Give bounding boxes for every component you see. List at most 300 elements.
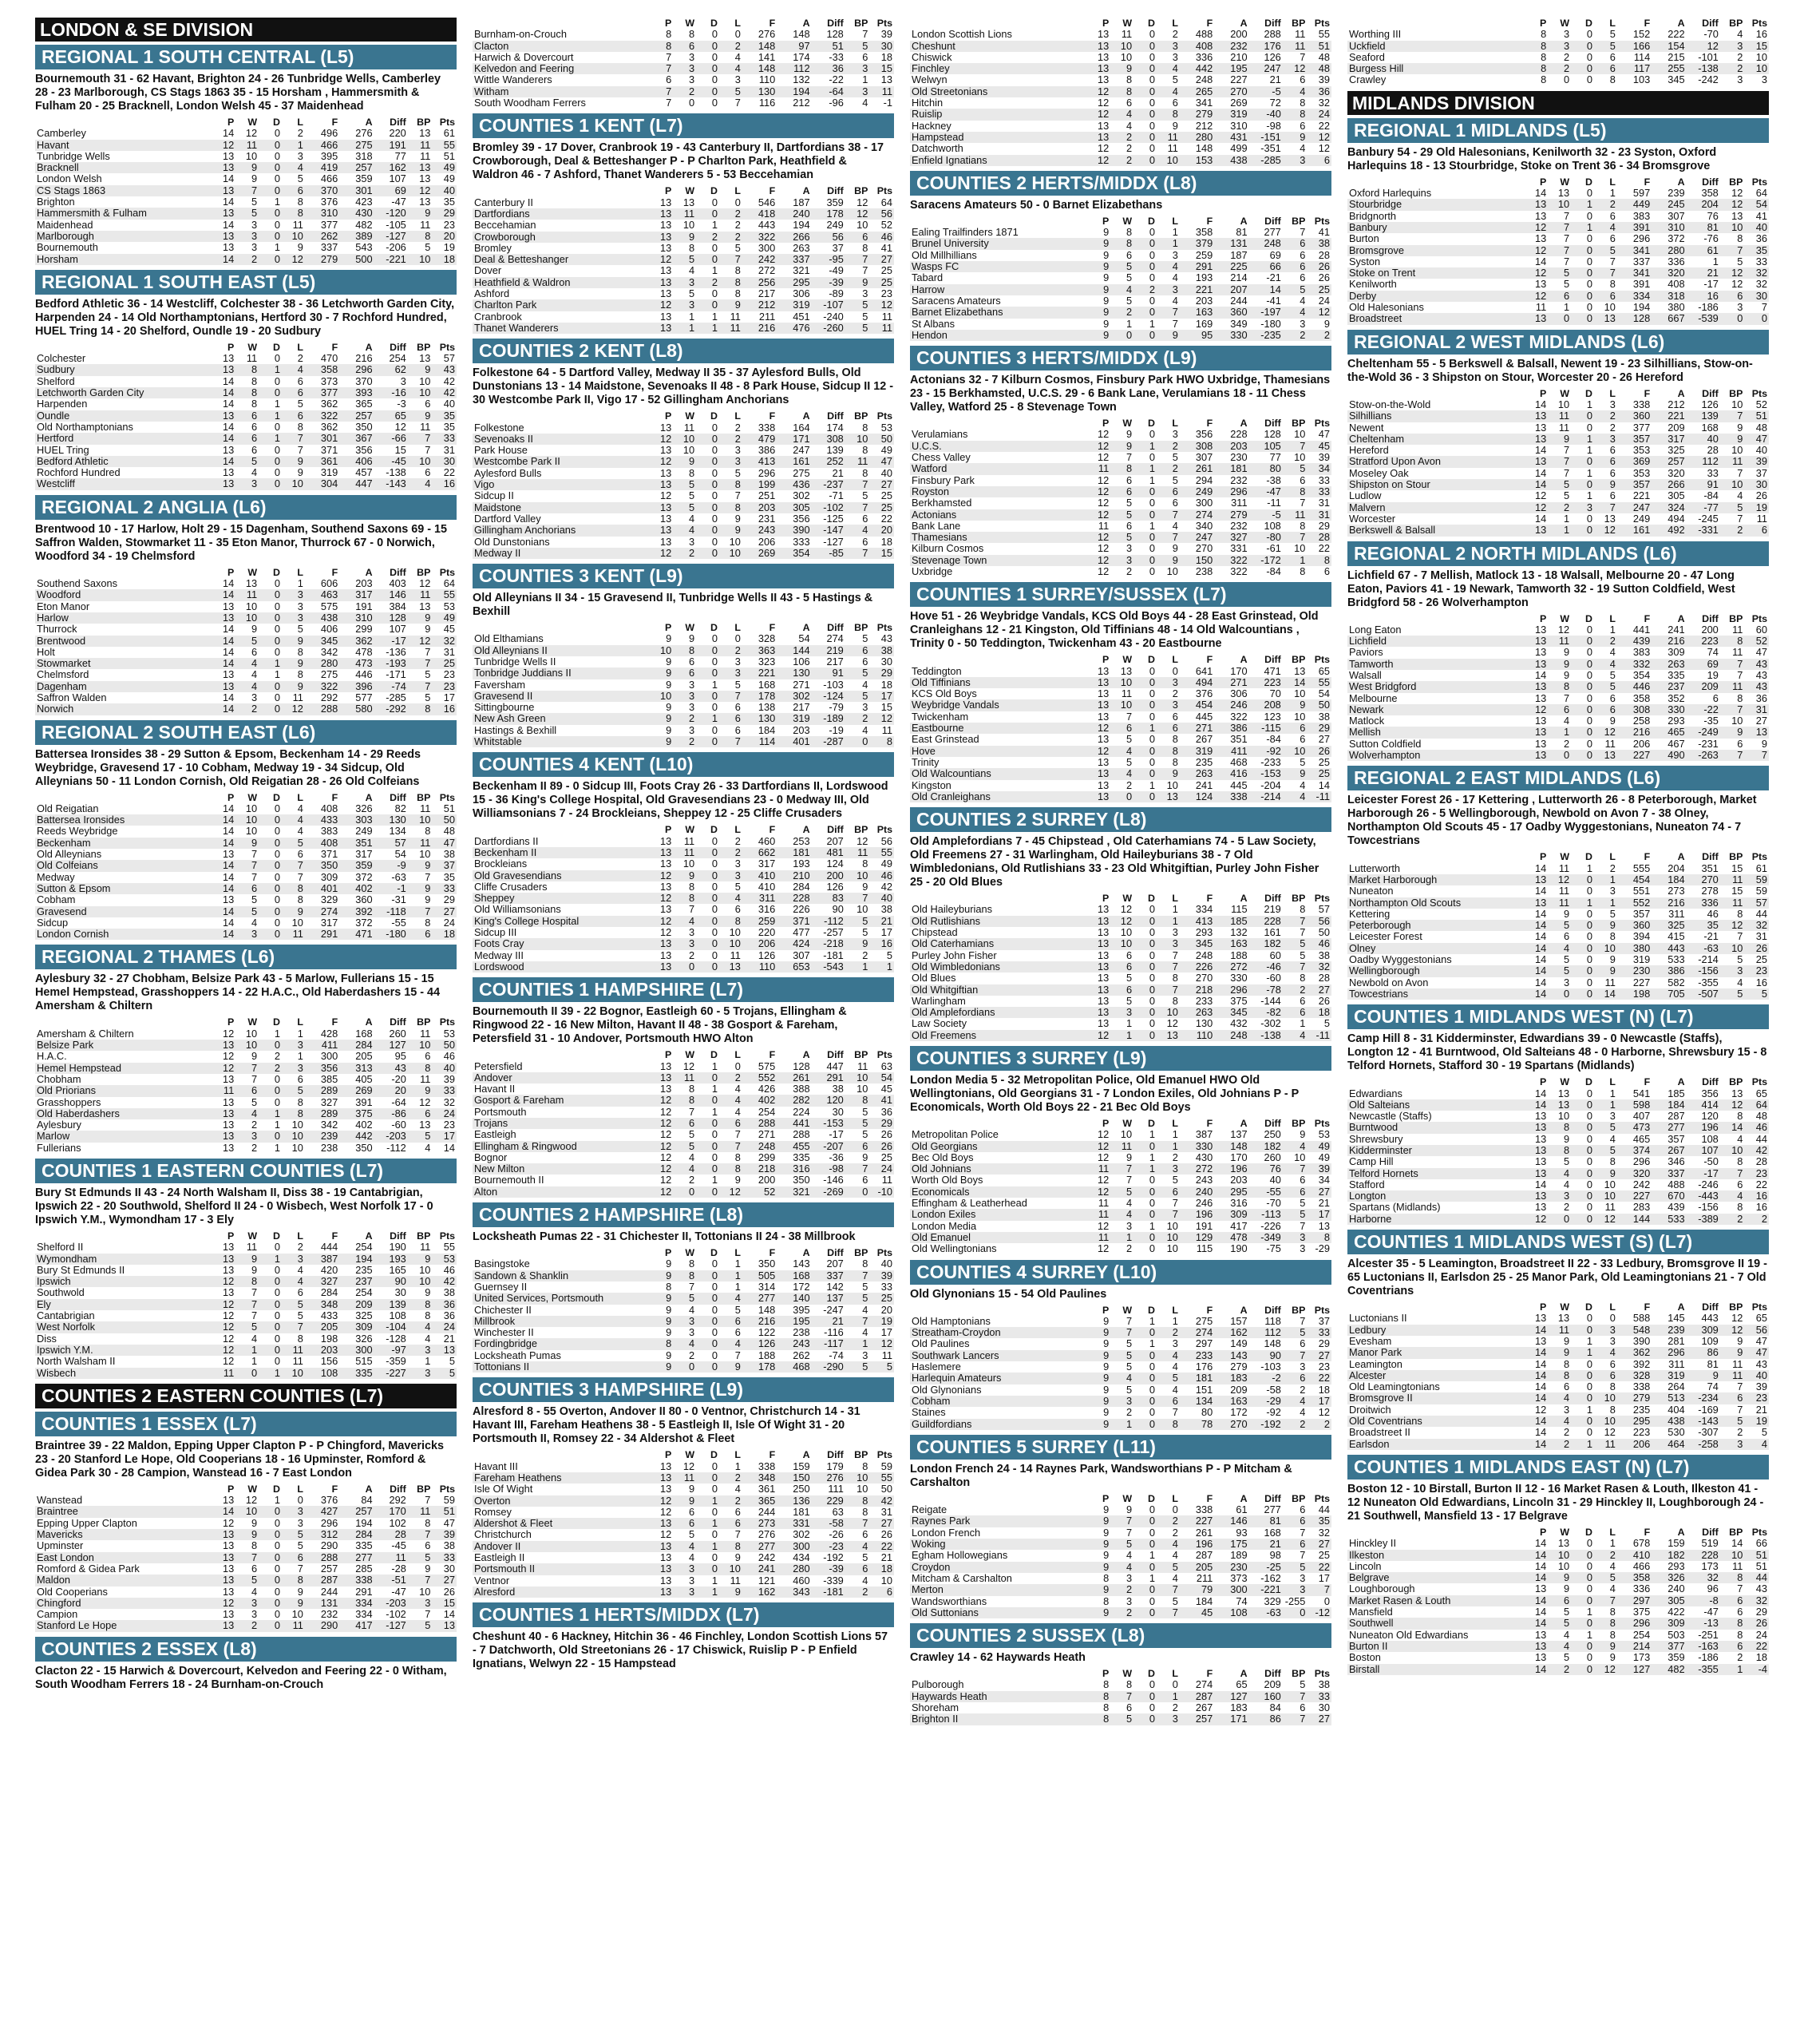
column-header: L <box>1172 215 1178 227</box>
stat-cell: 1 <box>1149 463 1155 475</box>
stat-cell: 13 <box>659 1552 672 1564</box>
table-row <box>910 307 1331 318</box>
stat-cell: 140 <box>793 1293 810 1305</box>
stat-cell: 9 <box>297 658 303 670</box>
stat-cell: -19 <box>829 724 844 736</box>
stat-cell: 1 <box>1126 1029 1133 1041</box>
stat-cell: 3 <box>1172 40 1178 52</box>
stat-cell: 4 <box>688 1540 695 1552</box>
stat-cell: 13 <box>222 1540 235 1552</box>
stat-cell: 0 <box>1609 1313 1616 1325</box>
column-header: L <box>734 18 741 29</box>
stat-cell: 4 <box>688 1163 695 1175</box>
table-row <box>1347 1134 1769 1145</box>
stat-cell: 8 <box>862 467 868 479</box>
stat-cell: 0 <box>251 1367 258 1379</box>
stat-cell: 288 <box>320 1551 338 1563</box>
stat-cell: 0 <box>711 881 718 893</box>
column-header: F <box>1206 215 1213 227</box>
stat-cell: 9 <box>425 882 431 894</box>
team-name: Fullerians <box>37 1142 81 1154</box>
column-header: L <box>1609 1076 1616 1088</box>
stat-cell: 61 <box>1755 862 1767 874</box>
table-row <box>1347 1561 1769 1572</box>
league-table <box>1347 388 1769 537</box>
table-row <box>35 467 457 478</box>
stat-cell: 11 <box>420 802 431 814</box>
stat-cell: 217 <box>793 702 810 714</box>
table-row <box>910 746 1331 757</box>
stat-cell: 32 <box>1318 1527 1330 1539</box>
stat-cell: 284 <box>793 881 810 893</box>
column-header: Pts <box>1751 387 1767 399</box>
results-text: Saracens Amateurs 50 - 0 Barnet Elizabethans <box>910 198 1163 212</box>
stat-cell: 24 <box>1318 295 1330 307</box>
stat-cell: 247 <box>793 445 810 457</box>
stat-cell: 5 <box>862 1293 868 1305</box>
stat-cell: 0 <box>711 536 718 548</box>
stat-cell: 32 <box>1755 279 1767 291</box>
stat-cell: 9 <box>688 633 695 645</box>
stat-cell: 0 <box>1149 554 1155 566</box>
stat-cell: 8 <box>1323 1231 1330 1243</box>
stat-cell: 23 <box>443 680 455 692</box>
stat-cell: 47 <box>1755 433 1767 445</box>
stat-cell: 9 <box>1737 1335 1743 1347</box>
stat-cell: 134 <box>389 826 406 838</box>
table-row <box>910 543 1331 554</box>
stat-cell: 6 <box>1126 249 1133 261</box>
stat-cell: 248 <box>1230 1029 1248 1041</box>
team-name: Wittle Wanderers <box>474 74 552 86</box>
stat-cell: 367 <box>355 433 373 445</box>
stat-cell: 0 <box>274 139 280 151</box>
table-row <box>473 691 894 702</box>
stat-cell: 305 <box>1668 1594 1685 1606</box>
stat-cell: 12 <box>682 1060 695 1072</box>
stat-cell: -33 <box>829 51 844 63</box>
stat-cell: -20 <box>391 1073 406 1085</box>
stat-cell: 4 <box>1609 1133 1616 1145</box>
stat-cell: 0 <box>1586 1381 1592 1393</box>
stat-cell: 383 <box>320 826 338 838</box>
stat-cell: 7 <box>1300 927 1306 939</box>
stat-cell: 4 <box>1126 1198 1133 1210</box>
stat-cell: 5 <box>297 398 303 410</box>
stat-cell: 3 <box>1609 1335 1616 1347</box>
stat-cell: 64 <box>1755 1099 1767 1111</box>
table-header-row <box>1347 1301 1769 1313</box>
column-header: W <box>247 341 258 353</box>
stat-cell: 10 <box>1604 1178 1616 1190</box>
stat-cell: 13 <box>659 1460 672 1472</box>
stat-cell: 193 <box>1195 272 1213 284</box>
stat-cell: 9 <box>1103 1606 1110 1618</box>
stat-cell: 210 <box>793 869 810 881</box>
table-row <box>35 376 457 387</box>
column-header: Diff <box>1702 1076 1719 1088</box>
stat-cell: 207 <box>826 1258 844 1270</box>
stat-cell: 9 <box>1103 249 1110 261</box>
table-row <box>1347 422 1769 434</box>
stat-cell: 10 <box>1120 676 1133 688</box>
stat-cell: 12 <box>222 1333 235 1345</box>
stat-cell: 0 <box>1149 1007 1155 1019</box>
stat-cell: 203 <box>758 501 776 513</box>
stat-cell: 139 <box>1701 410 1719 422</box>
team-name: Ludlow <box>1349 490 1382 502</box>
column-header: Pts <box>439 1230 455 1242</box>
stat-cell: 7 <box>1737 703 1743 715</box>
team-name: Streatham-Croydon <box>912 1327 1001 1339</box>
column-header: F <box>1644 1526 1651 1538</box>
table-header-row <box>473 185 894 196</box>
stat-cell: 0 <box>711 656 718 667</box>
stat-cell: 13 <box>419 162 431 174</box>
column-header: L <box>1609 387 1616 399</box>
team-name: Old Elthamians <box>474 633 544 645</box>
stat-cell: 13 <box>1097 927 1110 939</box>
stat-cell: 336 <box>1195 51 1213 63</box>
stat-cell: 9 <box>688 869 695 881</box>
team-name: Ellingham & Ringwood <box>474 1140 577 1152</box>
table-row <box>910 319 1331 330</box>
results-text: Beckenham II 89 - 0 Sidcup III, Foots Cray 26 - 33 Dartfordians II, Lordswood 15 - 36 King's College Hospital, Old Gravesendians 23 - 0 Medway III, Old Williamsonians 7 - 24 Brockleians, Sheppey 12 - 25 Cliffe Crusaders <box>473 780 888 821</box>
stat-cell: 6 <box>734 1315 741 1327</box>
stat-cell: 7 <box>1172 1209 1178 1221</box>
stat-cell: 3 <box>734 869 741 881</box>
stat-cell: 705 <box>1668 988 1685 1000</box>
stat-cell: 38 <box>832 1083 844 1095</box>
stat-cell: 47 <box>443 1517 455 1529</box>
stat-cell: 14 <box>1534 988 1547 1000</box>
stat-cell: 10 <box>857 869 868 881</box>
team-name: Bournemouth II <box>474 1175 544 1186</box>
stat-cell: 408 <box>1668 279 1685 291</box>
stat-cell: 16 <box>443 478 455 490</box>
stat-cell: 48 <box>1318 63 1330 75</box>
column-header: D <box>273 1483 280 1495</box>
stat-cell: 3 <box>1563 1404 1570 1416</box>
stat-cell: 5 <box>688 1129 695 1141</box>
column-header: D <box>710 1247 718 1259</box>
stat-cell: 28 <box>1318 249 1330 261</box>
stat-cell: 296 <box>1230 984 1248 996</box>
stat-cell: 7 <box>1563 456 1570 468</box>
stat-cell: 513 <box>1668 1392 1685 1404</box>
stat-cell: 6 <box>862 1175 868 1186</box>
stat-cell: 232 <box>1230 474 1248 486</box>
table-row <box>1347 490 1769 501</box>
stat-cell: 10 <box>245 1506 258 1518</box>
stat-cell: 8 <box>688 644 695 656</box>
stat-cell: 330 <box>1230 329 1248 341</box>
stat-cell: 13 <box>222 1119 235 1131</box>
stat-cell: 12 <box>1534 1213 1547 1225</box>
stat-cell: 13 <box>1097 756 1110 768</box>
column-header: A <box>1677 1076 1685 1088</box>
stat-cell: 148 <box>758 40 776 52</box>
stat-cell: 402 <box>355 882 373 894</box>
stat-cell: 358 <box>1195 227 1213 239</box>
stat-cell: 168 <box>1264 1527 1281 1539</box>
table-row <box>473 870 894 881</box>
stat-cell: 46 <box>880 231 892 243</box>
stat-cell: 1 <box>711 1083 718 1095</box>
table-row <box>1347 624 1769 636</box>
stat-cell: 2 <box>734 846 741 858</box>
stat-cell: 178 <box>758 690 776 702</box>
column-header: L <box>1609 1301 1616 1313</box>
column-header: F <box>769 410 776 422</box>
team-name: Dartford Valley <box>474 513 541 525</box>
stat-cell: -162 <box>1260 1572 1281 1584</box>
stat-cell: 6 <box>1300 1539 1306 1551</box>
stat-cell: 279 <box>1230 1361 1248 1373</box>
stat-cell: 2 <box>1737 1652 1743 1664</box>
stat-cell: 57 <box>1318 904 1330 916</box>
column-header: A <box>802 622 810 634</box>
stat-cell: -1 <box>883 97 892 109</box>
stat-cell: 441 <box>1632 624 1651 636</box>
stat-cell: 0 <box>274 894 280 906</box>
stat-cell: 2 <box>274 1051 280 1063</box>
team-name: Metropolitan Police <box>912 1129 999 1141</box>
team-name: New Milton <box>474 1163 525 1175</box>
stat-cell: 11 <box>881 1349 892 1361</box>
stat-cell: 26 <box>1318 272 1330 284</box>
league-table <box>1347 1076 1769 1225</box>
stat-cell: 10 <box>729 1563 741 1575</box>
team-name: West Bridgford <box>1349 681 1417 693</box>
team-name: Finchley <box>912 63 950 75</box>
stat-cell: 13 <box>1557 1313 1570 1325</box>
stat-cell: 9 <box>251 1264 258 1276</box>
stat-cell: 2 <box>1563 1438 1570 1450</box>
table-row <box>1347 920 1769 931</box>
team-name: Aylesbury <box>37 1119 81 1131</box>
stat-cell: 350 <box>355 1142 373 1154</box>
stat-cell: 0 <box>711 1129 718 1141</box>
stat-cell: 10 <box>291 1142 303 1154</box>
stat-cell: 598 <box>1632 1099 1651 1111</box>
stat-cell: 267 <box>1195 1701 1213 1713</box>
stat-cell: 395 <box>793 1304 810 1316</box>
stat-cell: 163 <box>1195 307 1213 319</box>
stat-cell: 0 <box>1149 497 1155 509</box>
stat-cell: 575 <box>320 600 338 612</box>
stat-cell: 5 <box>1609 1572 1616 1584</box>
stat-cell: -143 <box>1698 1416 1719 1428</box>
stat-cell: 9 <box>666 1293 672 1305</box>
stat-cell: 6 <box>1609 210 1616 222</box>
stat-cell: 93 <box>1236 1527 1248 1539</box>
stat-cell: -246 <box>1698 1178 1719 1190</box>
stat-cell: 9 <box>1103 1418 1110 1430</box>
stat-cell: 10 <box>1294 543 1306 555</box>
stat-cell: 4 <box>1172 295 1178 307</box>
team-name: Eastbourne <box>912 723 964 735</box>
table-row <box>910 996 1331 1007</box>
table-row <box>473 645 894 656</box>
stat-cell: 3 <box>251 242 258 254</box>
column-header: L <box>1609 851 1616 863</box>
stat-cell: 2 <box>1126 1407 1133 1419</box>
team-name: Hereford <box>1349 445 1389 457</box>
stat-cell: 6 <box>425 1540 431 1552</box>
stat-cell: 6 <box>297 410 303 422</box>
league-title: REGIONAL 2 WEST MIDLANDS (L6) <box>1347 330 1769 355</box>
stat-cell: 14 <box>1604 988 1616 1000</box>
stat-cell: 10 <box>419 814 431 826</box>
stat-cell: 130 <box>793 667 810 679</box>
stat-cell: 7 <box>425 658 431 670</box>
table-row <box>473 1327 894 1338</box>
stat-cell: 370 <box>320 184 338 196</box>
table-row <box>473 1072 894 1083</box>
team-name: Raynes Park <box>912 1515 971 1527</box>
table-row <box>910 86 1331 97</box>
stat-cell: 457 <box>355 467 373 479</box>
stat-cell: 8 <box>1609 1606 1616 1618</box>
stat-cell: 0 <box>1586 1652 1592 1664</box>
stat-cell: 194 <box>793 85 810 97</box>
stat-cell: 492 <box>1668 525 1685 537</box>
stat-cell: 257 <box>320 1563 338 1575</box>
stat-cell: 8 <box>1300 485 1306 497</box>
stat-cell: 14 <box>1534 1438 1547 1450</box>
stat-cell: 0 <box>1586 1560 1592 1572</box>
stat-cell: -171 <box>386 669 406 681</box>
table-row <box>1347 1427 1769 1438</box>
stat-cell: 13 <box>1097 711 1110 723</box>
column-header: A <box>365 566 373 578</box>
stat-cell: 44 <box>1755 1133 1767 1145</box>
stat-cell: 11 <box>246 139 258 151</box>
table-row <box>910 927 1331 938</box>
stat-cell: 13 <box>1534 1111 1547 1123</box>
column-header: P <box>664 185 672 197</box>
column-header: W <box>1560 1526 1570 1538</box>
table-row <box>910 29 1331 40</box>
stat-cell: 7 <box>1300 440 1306 452</box>
stat-cell: -11 <box>1315 790 1330 802</box>
table-row <box>35 364 457 375</box>
stat-cell: 12 <box>291 703 303 715</box>
stat-cell: 16 <box>1755 29 1767 41</box>
stat-cell: 9 <box>1609 965 1616 977</box>
stat-cell: 12 <box>245 1495 258 1507</box>
stat-cell: 13 <box>659 525 672 537</box>
stat-cell: 6 <box>862 1140 868 1152</box>
stat-cell: 6 <box>862 536 868 548</box>
stat-cell: 334 <box>1632 290 1651 302</box>
stat-cell: 127 <box>389 1040 406 1052</box>
table-row <box>910 1221 1331 1232</box>
stat-cell: -70 <box>1266 1198 1281 1210</box>
stat-cell: 232 <box>320 1609 338 1621</box>
stat-cell: 3 <box>1563 1190 1570 1202</box>
stat-cell: 25 <box>1318 283 1330 295</box>
stat-cell: 12 <box>659 1140 672 1152</box>
stat-cell: 0 <box>1149 307 1155 319</box>
stat-cell: 316 <box>793 1163 810 1175</box>
stat-cell: 10 <box>1294 452 1306 464</box>
stat-cell: -47 <box>391 196 406 208</box>
stat-cell: 123 <box>1264 711 1281 723</box>
stat-cell: 0 <box>274 802 280 814</box>
stat-cell: 3 <box>688 63 695 75</box>
stat-cell: 10 <box>1166 1231 1178 1243</box>
team-name: Old Suttonians <box>912 1606 979 1618</box>
stat-cell: 81 <box>1707 221 1719 233</box>
stat-cell: 5 <box>297 173 303 185</box>
table-row <box>473 277 894 288</box>
table-row <box>35 1254 457 1265</box>
stat-cell: 91 <box>832 667 844 679</box>
stat-cell: 5 <box>688 479 695 491</box>
stat-cell: 12 <box>659 1163 672 1175</box>
table-row <box>1347 41 1769 52</box>
stat-cell: 11 <box>1558 422 1570 434</box>
stat-cell: 9 <box>425 1253 431 1265</box>
column-header: F <box>1644 851 1651 863</box>
stat-cell: 291 <box>826 1072 844 1083</box>
column-header: Diff <box>390 1016 406 1028</box>
stat-cell: 12 <box>659 1095 672 1107</box>
table-row <box>35 1108 457 1119</box>
table-header-row <box>910 418 1331 429</box>
stat-cell: 449 <box>1632 199 1651 211</box>
stat-cell: 0 <box>1149 995 1155 1007</box>
stat-cell: -351 <box>1260 143 1281 155</box>
table-row <box>910 711 1331 723</box>
column-header: A <box>802 185 810 197</box>
stat-cell: 25 <box>880 1293 892 1305</box>
team-name: Chichester II <box>474 1304 532 1316</box>
stat-cell: 10 <box>1755 63 1767 75</box>
stat-cell: 30 <box>880 40 892 52</box>
stat-cell: 9 <box>1126 1151 1133 1163</box>
table-row <box>910 984 1331 996</box>
stat-cell: 44 <box>1755 908 1767 920</box>
team-name: Hammersmith & Fulham <box>37 208 147 220</box>
stat-cell: 15 <box>880 63 892 75</box>
table-row <box>910 1175 1331 1186</box>
stat-cell: 262 <box>793 1349 810 1361</box>
stat-cell: 8 <box>688 881 695 893</box>
stat-cell: 478 <box>1230 1231 1248 1243</box>
stat-cell: 460 <box>758 835 776 847</box>
stat-cell: 3 <box>862 1349 868 1361</box>
stat-cell: 13 <box>419 600 431 612</box>
stat-cell: 5 <box>297 624 303 636</box>
team-name: Tonbridge Juddians II <box>474 667 572 679</box>
stat-cell: 3 <box>297 1040 303 1052</box>
stat-cell: 6 <box>1300 1175 1306 1186</box>
stat-cell: 6 <box>1126 474 1133 486</box>
stat-cell: -41 <box>1266 295 1281 307</box>
stat-cell: 76 <box>1707 210 1719 222</box>
table-row <box>35 1598 457 1609</box>
stat-cell: 7 <box>1737 1381 1743 1393</box>
stat-cell: 384 <box>389 600 406 612</box>
stat-cell: -63 <box>1703 942 1719 954</box>
team-name: Effingham & Leatherhead <box>912 1198 1027 1210</box>
stat-cell: 8 <box>297 894 303 906</box>
team-name: London Exiles <box>912 1209 976 1221</box>
stat-cell: 0 <box>1586 920 1592 932</box>
